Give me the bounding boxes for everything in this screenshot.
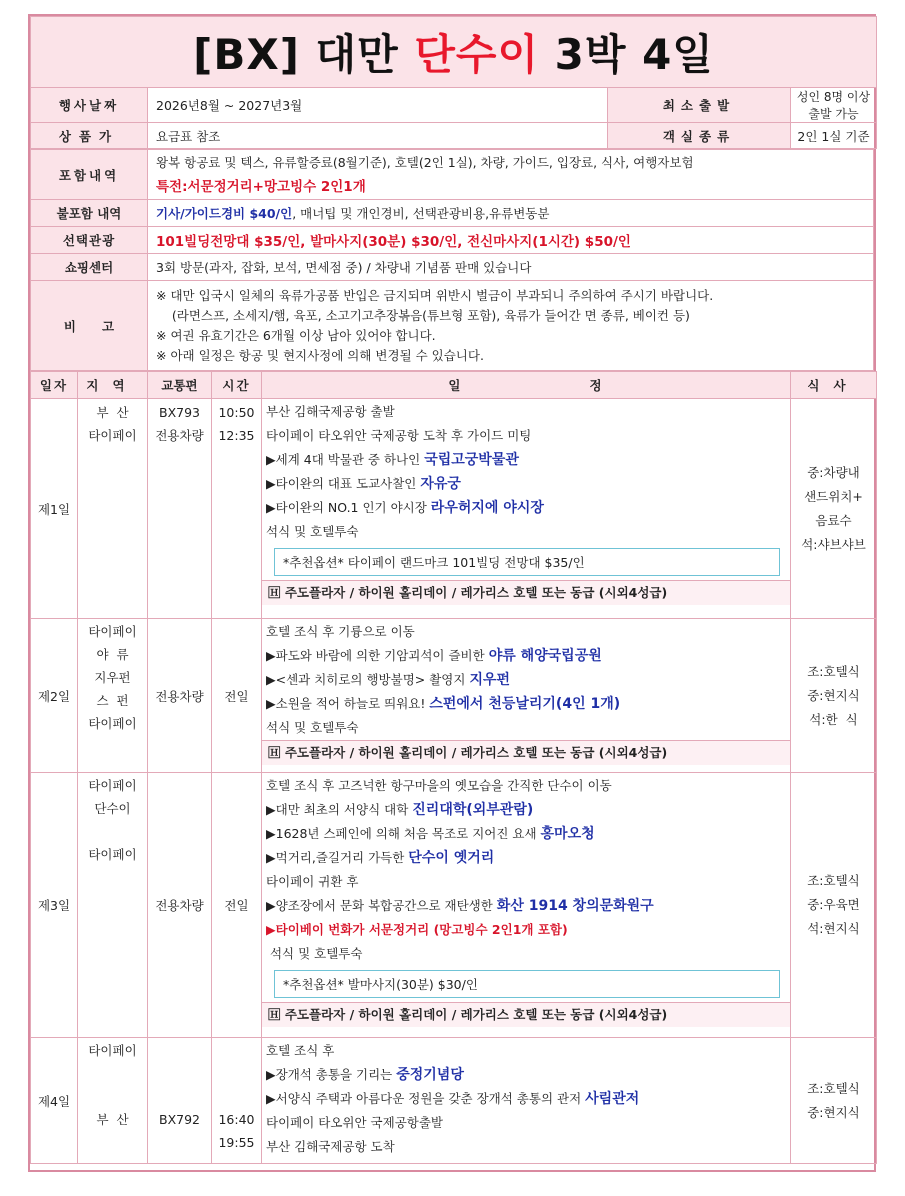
itinerary-line: ▶타이완의 NO.1 인기 야시장 라우허지에 야시장	[266, 500, 544, 516]
flight-number: BX793	[159, 405, 200, 420]
time: 16:40	[218, 1112, 255, 1127]
shopping-label: 쇼핑센터	[31, 254, 148, 281]
included-items: 왕복 항공료 및 텍스, 유류할증료(8월기준), 호텔(2인 1실), 차량, 가이드, 입장료, 식사, 여행자보험	[156, 154, 694, 170]
day-row-3	[31, 773, 877, 1038]
meal: 중:현지식	[807, 1104, 860, 1120]
recommended-option: *추천옵션* 발마사지(30분) $30/인	[274, 970, 780, 998]
itinerary-line: ▶타이완의 대표 도교사찰인 자유궁	[266, 476, 461, 492]
meal: 석:현지식	[807, 921, 860, 936]
schedule-table	[30, 371, 877, 1164]
itinerary-line: ▶소원을 적어 하늘로 띄워요! 스펀에서 천등날리기(4인 1개)	[266, 696, 621, 712]
meal: 중:차량내	[807, 464, 860, 480]
day-row-2	[31, 619, 877, 773]
shopping-value: 3회 방문(과자, 잡화, 보석, 면세점 중) / 차량내 기념품 판매 있습니다	[148, 254, 874, 281]
region: 타이페이	[88, 428, 137, 443]
itinerary-line: 부산 김해국제공항 도착	[266, 1139, 395, 1154]
itinerary-line: 석식 및 호텔투숙	[266, 720, 359, 735]
transport: 전용차량	[148, 619, 212, 773]
flight-number: BX792	[159, 1112, 200, 1127]
itinerary-line: 타이페이 귀환 후	[266, 874, 359, 889]
itinerary-line: 석식 및 호텔투숙	[266, 524, 359, 539]
hotel-info: 🄷 주도플라자 / 하이원 홀리데이 / 레가리스 호텔 또는 동급 (시외4성급)	[262, 580, 790, 605]
time: 전일	[212, 619, 262, 773]
day-label: 제4일	[31, 1038, 78, 1164]
itinerary-line: ▶<센과 치히로의 행방불명> 촬영지 지우펀	[266, 672, 511, 688]
excluded-value: 기사/가이드경비 $40/인, 매너팁 및 개인경비, 선택관광비용,유류변동분	[148, 200, 874, 227]
header-time: 시간	[212, 372, 262, 399]
itinerary-line: ▶세계 4대 박물관 중 하나인 국립고궁박물관	[266, 452, 519, 468]
price-label: 상품가	[31, 123, 148, 149]
meal: 중:현지식	[807, 687, 860, 703]
itinerary-line: 석식 및 호텔투숙	[266, 946, 363, 961]
itinerary-line: ▶1628년 스페인에 의해 처음 목조로 지어진 요새 홍마오청	[266, 826, 595, 842]
transport: 전용차량	[148, 773, 212, 1038]
time: 12:35	[218, 428, 255, 443]
day-label: 제3일	[31, 773, 78, 1038]
remark-3: ※ 여권 유효기간은 6개월 이상 남아 있어야 합니다.	[156, 327, 436, 343]
time: 10:50	[218, 405, 255, 420]
date-value: 2026년8월 ~ 2027년3월	[148, 88, 608, 123]
included-special: 특전:서문정거리+망고빙수 2인1개	[156, 178, 366, 195]
region: 타이페이	[88, 778, 137, 793]
excluded-label: 불포함 내역	[31, 200, 148, 227]
header-region: 지역	[78, 372, 148, 399]
remark-2: (라면스프, 소세지/햄, 육포, 소고기고추장볶음(튜브형 포함), 육류가 들어간 면 종류, 베이컨 등)	[156, 307, 690, 323]
day-row-1	[31, 399, 877, 619]
room-type-value: 2인 1실 기준	[791, 123, 877, 149]
header-meal: 식사	[791, 372, 877, 399]
meal: 조:호텔식	[807, 1080, 860, 1096]
itinerary-special-line: ▶타이베이 번화가 서문정거리 (망고빙수 2인1개 포함)	[266, 922, 568, 937]
day-label: 제2일	[31, 619, 78, 773]
header-itinerary: 일 정	[262, 372, 791, 399]
region: 스 펀	[96, 693, 129, 708]
remark-4: ※ 아래 일정은 항공 및 현지사정에 의해 변경될 수 있습니다.	[156, 347, 484, 363]
hotel-info: 🄷 주도플라자 / 하이원 홀리데이 / 레가리스 호텔 또는 동급 (시외4성급)	[262, 740, 790, 765]
region: 타이페이	[88, 1043, 137, 1058]
time: 19:55	[218, 1135, 255, 1150]
region: 야 류	[96, 647, 129, 662]
date-label: 행사날짜	[31, 88, 148, 123]
remark-1: ※ 대만 입국시 일체의 육류가공품 반입은 금지되며 위반시 벌금이 부과되니 주의하여 주시기 바랍니다.	[156, 287, 714, 303]
itinerary-line: ▶양조장에서 문화 복합공간으로 재탄생한 화산 1914 창의문화원구	[266, 898, 654, 914]
region: 타이페이	[88, 847, 137, 862]
info-table	[30, 149, 874, 371]
meal: 조:호텔식	[807, 663, 860, 679]
region: 단수이	[94, 801, 131, 816]
meal: 샌드위치+	[804, 488, 863, 504]
itinerary-line: ▶서양식 주택과 아름다운 정원을 갖춘 장개석 총통의 관저 사림관저	[266, 1091, 640, 1107]
optional-tour-value: 101빌딩전망대 $35/인, 발마사지(30분) $30/인, 전신마사지(1시간) $50/인	[148, 227, 874, 254]
itinerary-line: ▶장개석 총통을 기리는 중정기념당	[266, 1067, 464, 1083]
meal: 석:샤브샤브	[801, 536, 866, 552]
itinerary-line: ▶파도와 바람에 의한 기암괴석이 즐비한 야류 해양국립공원	[266, 648, 602, 664]
hotel-info: 🄷 주도플라자 / 하이원 홀리데이 / 레가리스 호텔 또는 동급 (시외4성급)	[262, 1002, 790, 1027]
meal: 음료수	[815, 512, 852, 528]
remarks-label: 비 고	[31, 281, 148, 371]
region: 타이페이	[88, 624, 137, 639]
region: 지우펀	[94, 670, 131, 685]
region: 부 산	[96, 405, 129, 420]
meal: 중:우육면	[807, 897, 860, 912]
meal: 조:호텔식	[807, 873, 860, 888]
itinerary-line: 호텔 조식 후 기륭으로 이동	[266, 624, 415, 639]
itinerary-line: 부산 김해국제공항 출발	[266, 404, 395, 419]
optional-tour-label: 선택관광	[31, 227, 148, 254]
page-title: [BX] 대만 단수이 3박 4일	[31, 17, 877, 88]
itinerary-line: 호텔 조식 후	[266, 1043, 335, 1058]
day-label: 제1일	[31, 399, 78, 619]
remarks-list	[148, 281, 874, 371]
itinerary-line: 호텔 조식 후 고즈넉한 항구마을의 옛모습을 간직한 단수이 이동	[266, 778, 612, 793]
meal: 석:한 식	[809, 711, 858, 727]
itinerary-table	[30, 16, 877, 149]
min-departure-label: 최소출발	[608, 88, 791, 123]
price-value: 요금표 참조	[148, 123, 608, 149]
header-day: 일자	[31, 372, 78, 399]
itinerary-line: ▶대만 최초의 서양식 대학 진리대학(외부관람)	[266, 802, 534, 818]
room-type-label: 객실종류	[608, 123, 791, 149]
day-row-4	[31, 1038, 877, 1164]
included-label: 포함내역	[31, 150, 148, 200]
itinerary-document	[28, 14, 876, 1172]
itinerary-line: ▶먹거리,즐길거리 가득한 단수이 옛거리	[266, 850, 495, 866]
itinerary-line: 타이페이 타오위안 국제공항 도착 후 가이드 미팅	[266, 428, 532, 443]
recommended-option: *추천옵션* 타이페이 랜드마크 101빌딩 전망대 $35/인	[274, 548, 780, 576]
transport: 전용차량	[155, 428, 204, 443]
region: 부 산	[96, 1112, 129, 1127]
header-transport: 교통편	[148, 372, 212, 399]
min-departure-value: 성인 8명 이상 출발 가능	[791, 88, 877, 123]
itinerary-line: 타이페이 타오위안 국제공항출발	[266, 1115, 443, 1130]
time: 전일	[212, 773, 262, 1038]
region: 타이페이	[88, 716, 137, 731]
